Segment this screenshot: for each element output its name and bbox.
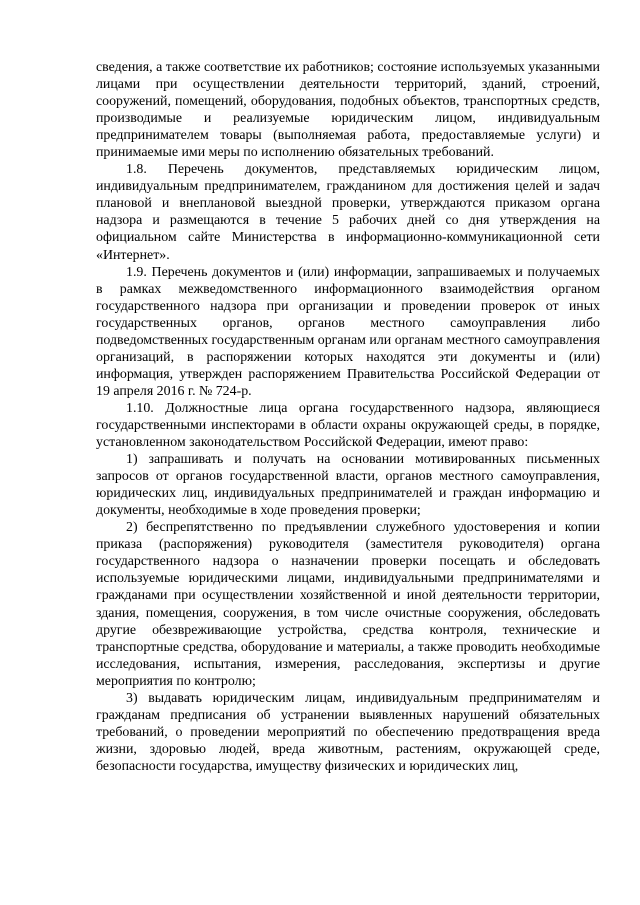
document-body (96, 59, 600, 775)
paragraph-continuation: сведения, а также соответствие их работников; состояние используемых указанными лицами при осуществлении деятельности территорий, зданий, строений, сооружений, помещений, оборудования, подобных объектов, транспортных средств, производимые и реализуемые юридическим лицом, индивидуальным предпринимателем товары (выполняемая работа, предоставляемые услуги) и принимаемые ими меры по исполнению обязательных требований. (96, 60, 600, 161)
list-item-2: 2) беспрепятственно по предъявлении служебного удостоверения и копии приказа (распоряжения) руководителя (заместителя руководителя) органа государственного надзора о назначении проверки посещать и обследовать используемые юридическими лицами, индивидуальными предпринимателями и гражданами при осуществлении хозяйственной и иной деятельности территории, здания, помещения, сооружения, в том числе очистные сооружения, обследовать другие обезвреживающие устройства, средства контроля, технические и транспортные средства, оборудование и материалы, а также проводить необходимые исследования, испытания, измерения, расследования, экспертизы и другие мероприятия по контролю; (96, 520, 600, 689)
list-item-3: 3) выдавать юридическим лицам, индивидуальным предпринимателям и гражданам предписания об устранении выявленных нарушений обязательных требований, о проведении мероприятий по обеспечению предотвращения вреда жизни, здоровью людей, вреда животным, растениям, окружающей среде, безопасности государства, имуществу физических и юридических лиц, (96, 690, 600, 774)
list-item-1: 1) запрашивать и получать на основании мотивированных письменных запросов от органов государственной власти, органов местного самоуправления, юридических лиц, индивидуальных предпринимателей и граждан информацию и документы, необходимые в ходе проведения проверки; (96, 452, 600, 519)
paragraph-1-9: 1.9. Перечень документов и (или) информации, запрашиваемых и получаемых в рамках межведомственного информационного взаимодействия органом государственного надзора при организации и проведении проверок от иных государственных органов, органов местного самоуправления либо подведомственных государственным органам или органам местного самоуправления организаций, в распоряжении которых находятся эти документы и (или) информация, утвержден распоряжением Правительства Российской Федерации от 19 апреля 2016 г. № 724-р. (96, 264, 600, 399)
paragraph-1-8: 1.8. Перечень документов, представляемых юридическим лицом, индивидуальным предпринимателем, гражданином для достижения целей и задач плановой и внеплановой выездной проверки, утверждаются приказом органа надзора и размещаются в течение 5 рабочих дней со дня утверждения на официальном сайте Министерства в информационно-коммуникационной сети «Интернет». (96, 162, 600, 263)
paragraph-1-10: 1.10. Должностные лица органа государственного надзора, являющиеся государственными инспекторами в области охраны окружающей среды, в порядке, установленном законодательством Российской Федерации, имеют право: (96, 400, 600, 451)
